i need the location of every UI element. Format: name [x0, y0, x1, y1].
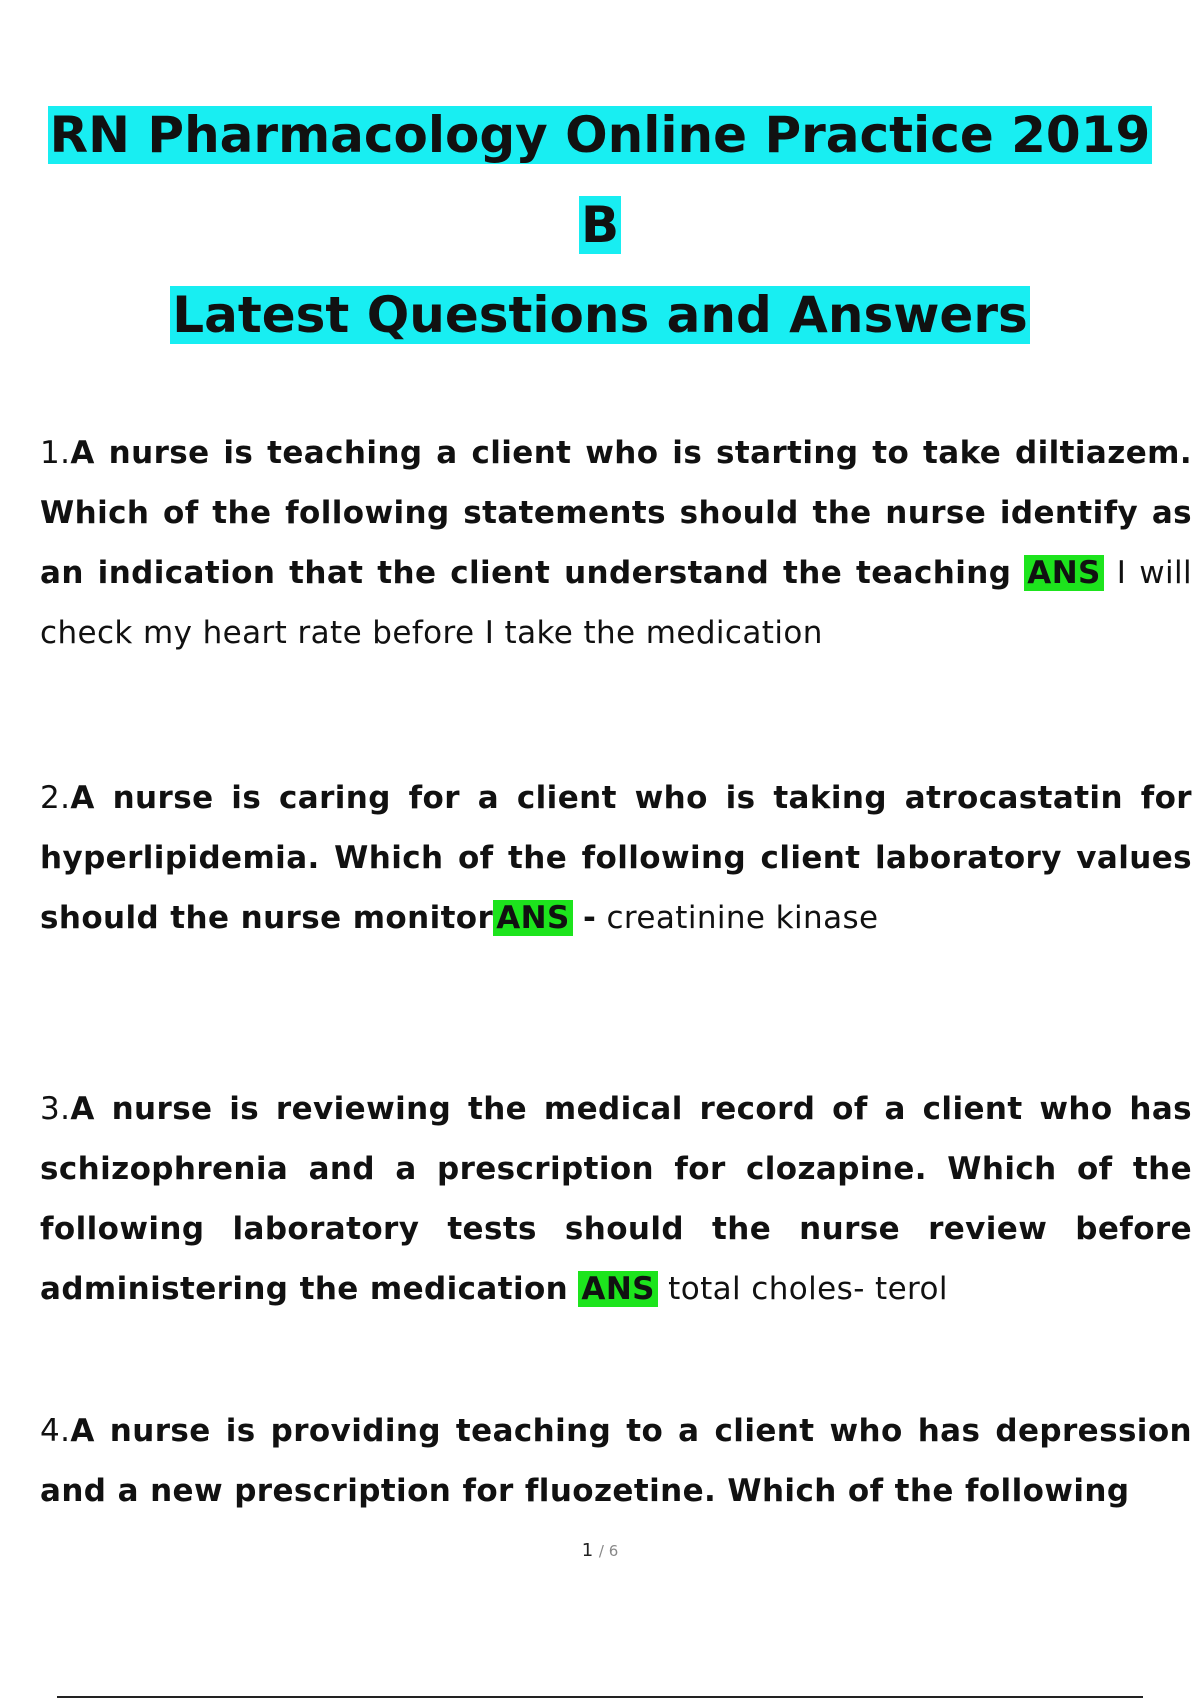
question-2 — [40, 768, 1192, 948]
question-4 — [40, 1401, 1192, 1521]
title-line-1: RN Pharmacology Online Practice 2019 — [49, 106, 1151, 164]
page-total: / 6 — [598, 1542, 619, 1560]
question-number: 4. — [40, 1413, 71, 1449]
question-stem: A nurse is caring for a client who is taking atrocastatin for hyperlipidemia. Which of the following client laboratory values should the nurse monitor — [40, 780, 1192, 936]
title-line-2: B — [580, 196, 620, 254]
question-number: 2. — [40, 780, 71, 816]
ans-badge: ANS — [578, 1271, 657, 1307]
ans-badge: ANS — [493, 900, 572, 936]
page-current: 1 — [581, 1540, 594, 1561]
question-3 — [40, 1079, 1192, 1319]
page-indicator — [0, 1540, 1200, 1561]
question-stem: A nurse is reviewing the medical record of a client who has schizophrenia and a prescription for clozapine. Which of the following laboratory tests should the nurse review before administering the medication — [40, 1091, 1192, 1307]
question-answer: I will check my heart rate before I take the medication — [40, 555, 1192, 651]
question-stem: A nurse is providing teaching to a client who has depression and a new prescription for fluozetine. Which of the following — [40, 1413, 1192, 1509]
question-answer: creatinine kinase — [606, 900, 879, 936]
question-1 — [40, 423, 1192, 663]
question-number: 1. — [40, 435, 71, 471]
question-number: 3. — [40, 1091, 71, 1127]
answer-separator: - — [582, 900, 597, 936]
title-line-3: Latest Questions and Answers — [172, 286, 1028, 344]
document-title — [40, 105, 1160, 375]
bottom-divider — [57, 1696, 1143, 1698]
ans-badge: ANS — [1024, 555, 1103, 591]
question-answer: total choles- terol — [668, 1271, 948, 1307]
question-stem: A nurse is teaching a client who is starting to take diltiazem. Which of the following statements should the nurse identify as an indication that the client understand the teaching — [40, 435, 1192, 591]
